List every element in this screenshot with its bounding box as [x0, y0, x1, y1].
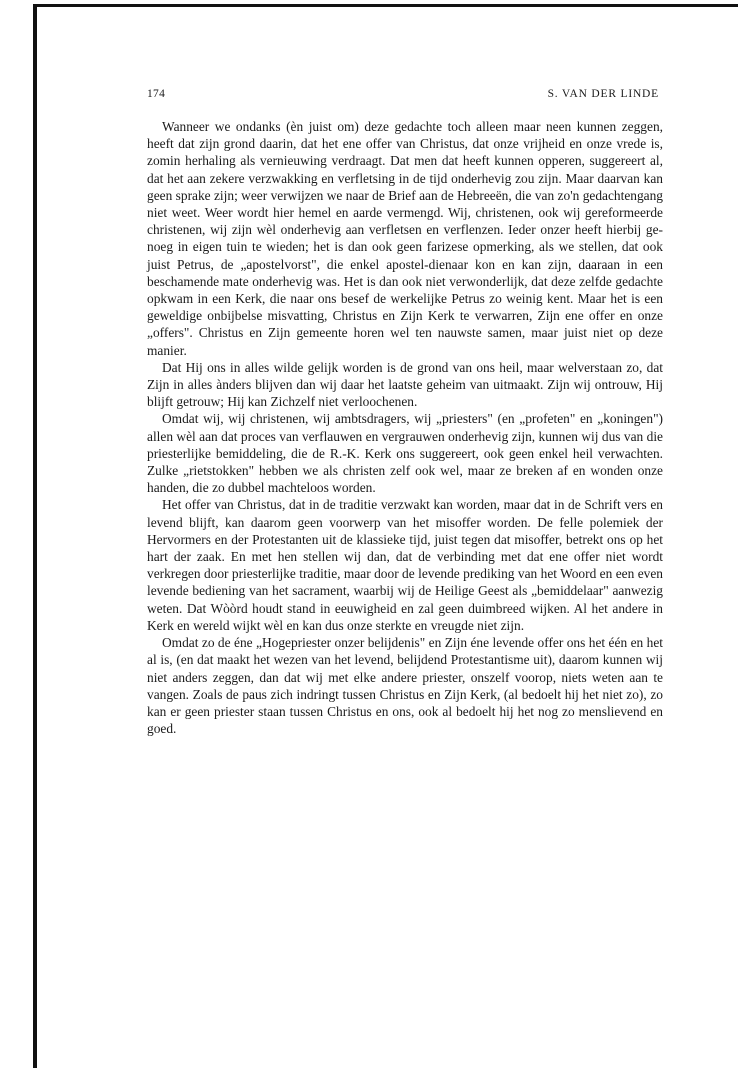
running-head: [147, 88, 659, 104]
scan-border-top: [34, 4, 738, 7]
paragraph-5: Omdat zo de éne „Hogepriester onzer belijdenis" en Zijn éne levende offer ons het één en het al is, (en dat maakt het wezen van het levend, belijdend Protestantisme uit), daarom kunnen wij niet anders zeggen, dan dat wij met elke andere priester, onszelf voorop, niets weten aan te vangen. Zoals de paus zich indringt tussen Christus en Zijn Kerk, (al bedoelt hij het niet zo), zo kan er geen priester staan tussen Christus en ons, ook al bedoelt hij het nog zo menslievend en goed.: [147, 635, 663, 737]
paragraph-1: Wanneer we ondanks (èn juist om) deze gedachte toch alleen maar neen kunnen zeggen, heeft dat zijn grond daarin, dat het ene offer van Christus, dat onze vrijheid en onze vrede is, zomin herhaling als vernieuwing verdraagt. Dat men dat heeft kunnen opperen, suggereert al, dat het aan zekere verzwakking en verfletsing in de tijd onderhevig zou zijn. Maar daarvan kan geen sprake zijn; weer verwijzen we naar de Brief aan de Hebreeën, die van zo'n gedachtengang niet weet. Weer wordt hier hemel en aarde vermengd. Wij, christenen, ook wij gereformeerde christenen, wij zijn wèl onderhevig aan verfletsen en verflenzen. Ieder onzer heeft hierbij genoeg in eigen tuin te wieden; het is dan ook geen farizese opmerking, als we stellen, dat ook juist Petrus, de „apostelvorst", die enkel apostel-dienaar kon en kan zijn, daaraan in een beschamende mate onderhevig was. Het is dan ook niet verwonderlijk, dat deze zelfde gedachte opkwam in een Kerk, die naar ons besef de werkelijke Petrus zo weinig kent. Maar het is een geweldige onbijbelse misvatting, Christus en Zijn Kerk te verwarren, Zijn ene offer en onze „offers". Christus en Zijn gemeente horen wel ten nauwste samen, maar juist niet op deze manier.: [147, 119, 663, 358]
running-head-author: S. VAN DER LINDE: [547, 88, 659, 100]
scan-border-left: [33, 4, 37, 1068]
paragraph-2: Dat Hij ons in alles wilde gelijk worden is de grond van ons heil, maar welverstaan zo, dat Zijn in alles ànders blijven dan wij daar het laatste geheim van uitmaakt. Zijn wij ontrouw, Hij blijft getrouw; Hij kan Zichzelf niet verloochenen.: [147, 359, 663, 410]
page-number: 174: [147, 88, 166, 100]
paragraph-3: Omdat wij, wij christenen, wij ambtsdragers, wij „priesters" (en „profeten" en „koningen") allen wèl aan dat proces van verflauwen en vergrauwen onderhevig zijn, kunnen wij dus van die priesterlijke bemiddeling, die de R.-K. Kerk ons suggereert, ook geen enkel heil verwachten. Zulke „rietstokken" hebben we als christen zelf ook wel, maar ze breken af en wonden onze handen, die zo dubbel machteloos worden.: [147, 411, 663, 496]
body-text: [147, 118, 663, 737]
paragraph-4: Het offer van Christus, dat in de traditie verzwakt kan worden, maar dat in de Schrift vers en levend blijft, kan daarom geen voorwerp van het misoffer worden. De felle polemiek der Hervormers en der Protestanten uit de klassieke tijd, juist tegen dat misoffer, betrekt ons op het hart der zaak. En met hen stellen wij dan, dat de verbinding met dat ene offer niet wordt verkregen door priesterlijke traditie, maar door de levende prediking van het Woord en een even levende bediening van het sacrament, waarbij wij de Heilige Geest als „bemiddelaar" aanwezig weten. Dat Wòòrd houdt stand in eeuwigheid en zal geen duimbreed wijken. Al het andere in Kerk en wereld wijkt wèl en kan dus onze sterkte en vreugde niet zijn.: [147, 497, 663, 633]
